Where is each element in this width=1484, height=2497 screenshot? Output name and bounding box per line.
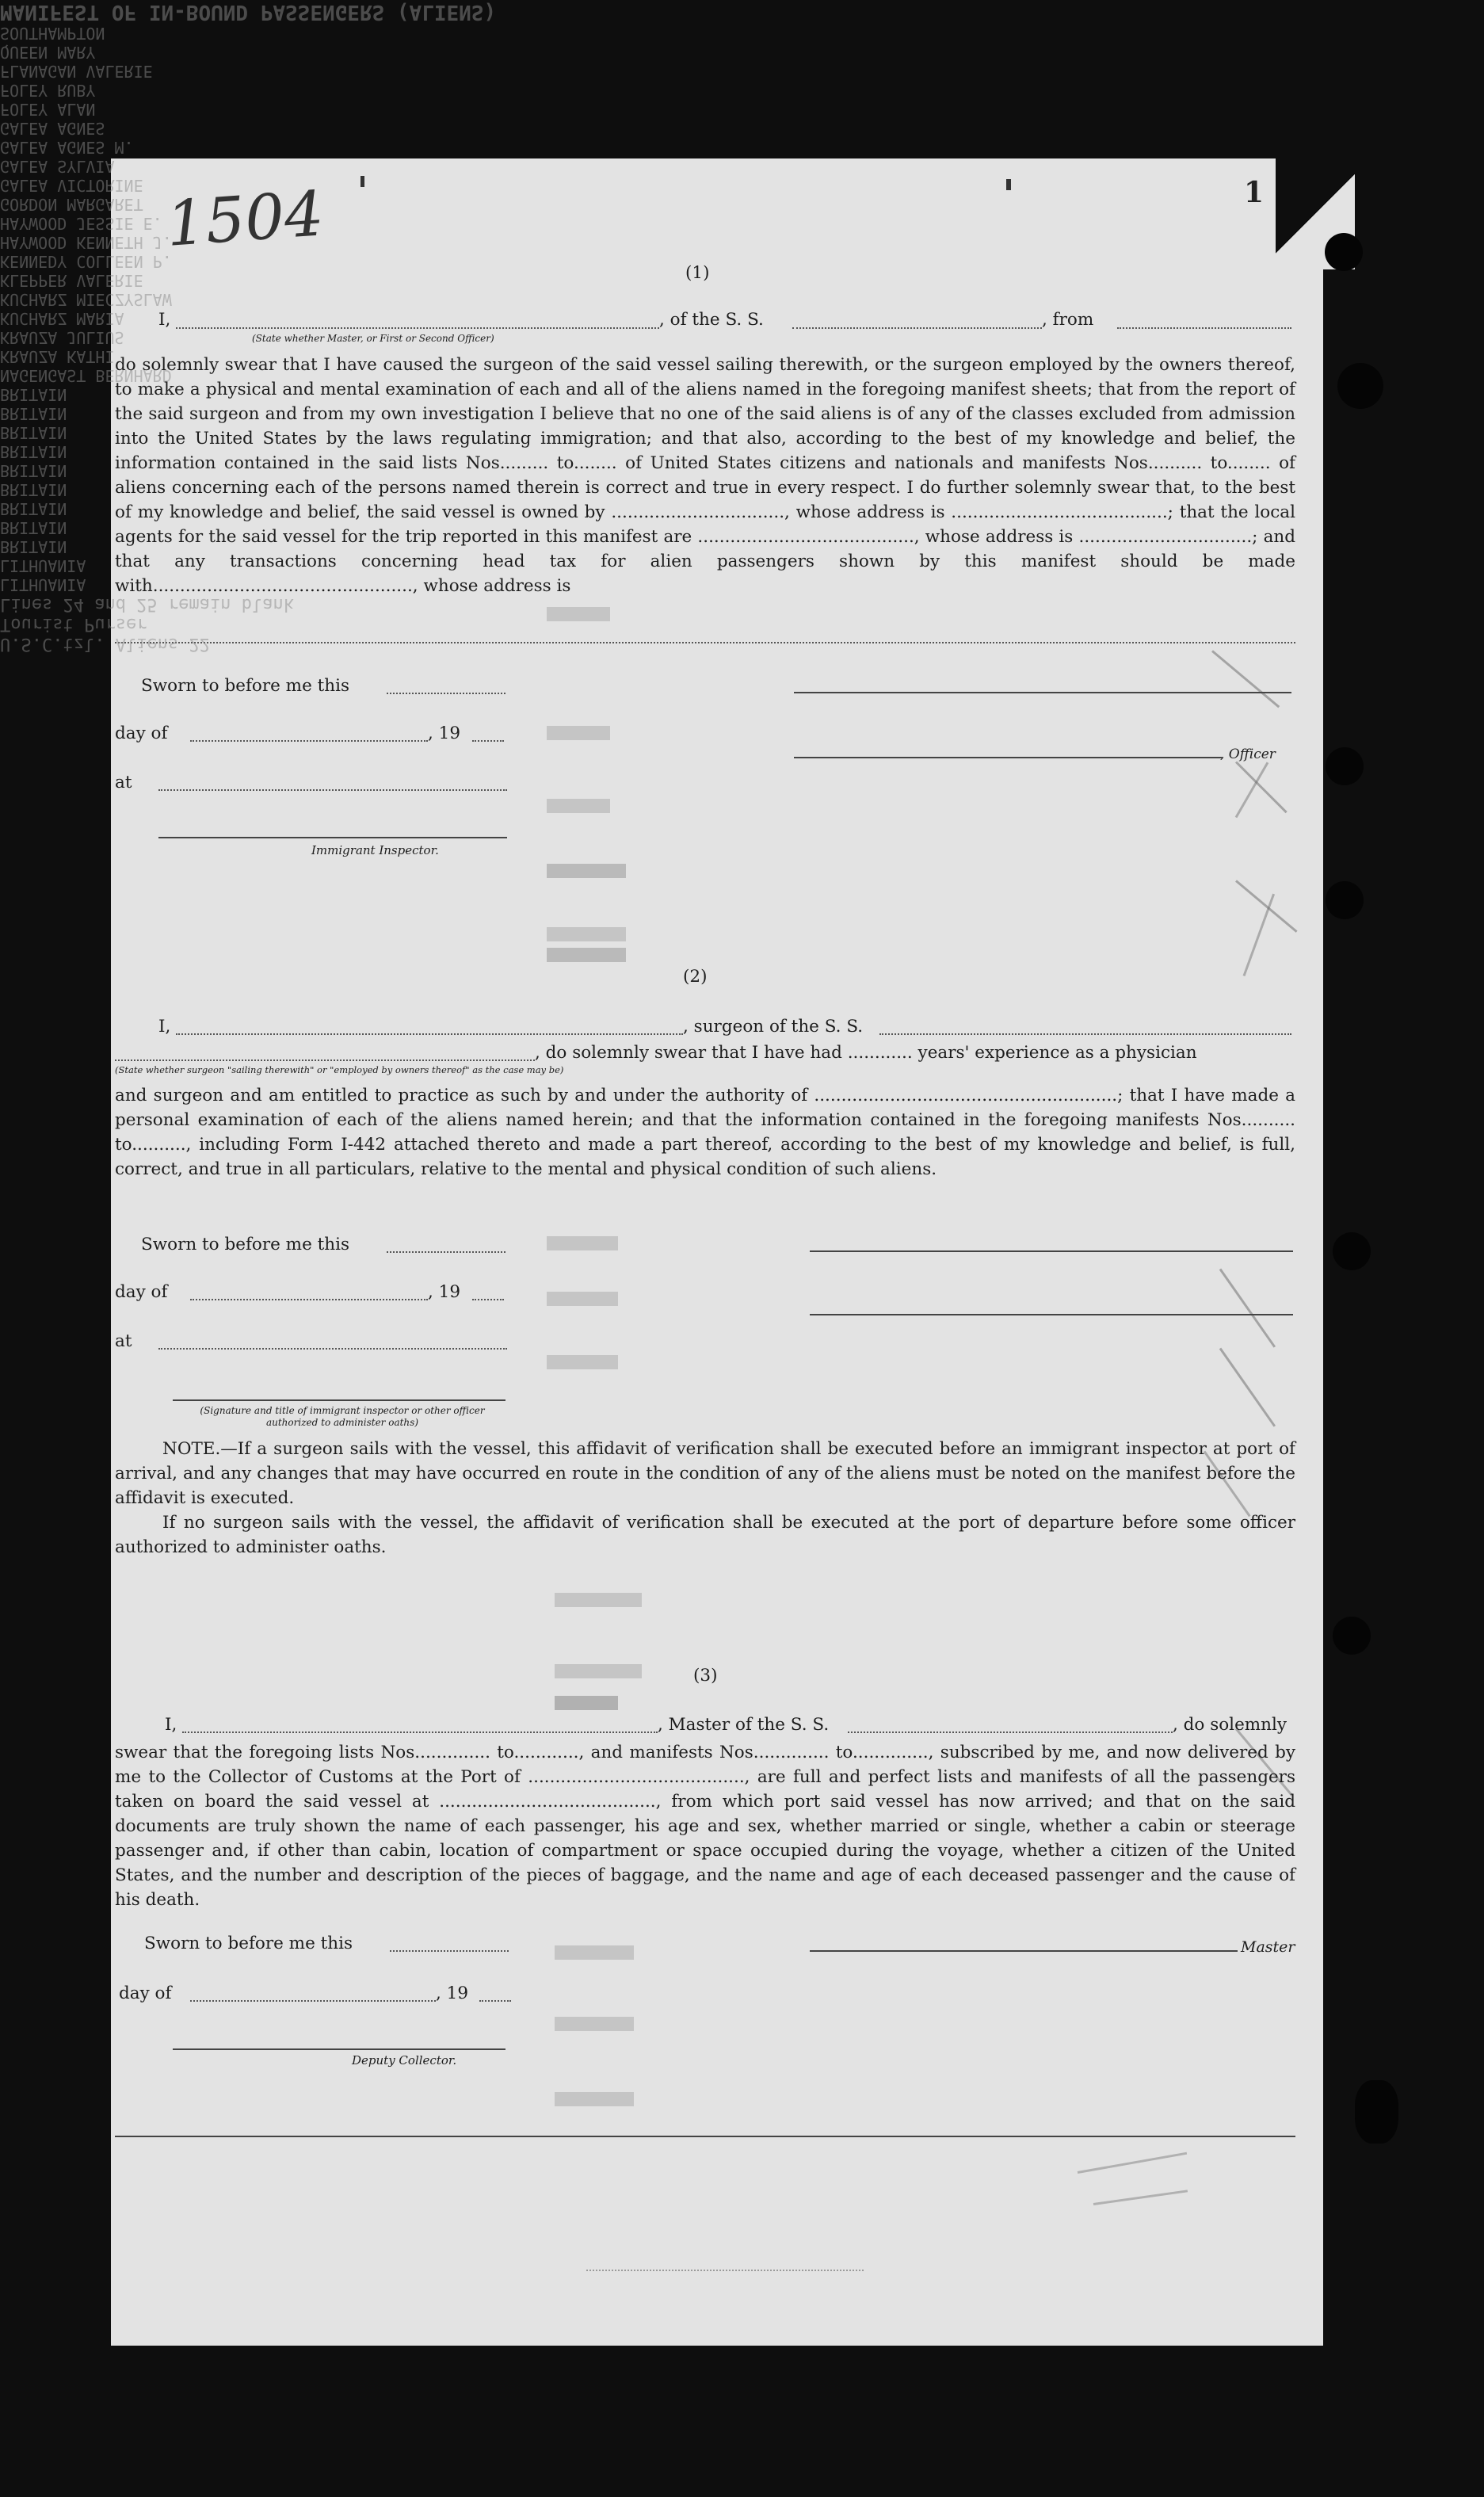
bleed-country: BRITAIN [0, 480, 67, 499]
text-line: I, [158, 1017, 171, 1037]
bleed-country: BRITAIN [0, 442, 67, 461]
bleed-country: BRITAIN [0, 537, 67, 556]
bleed-country: LITHUANIA [0, 556, 86, 575]
note-paragraph: If no surgeon sails with the vessel, the affidavit of verification shall be executed at the port of departure before some officer authorized to administer oaths. [115, 1513, 1295, 1557]
bleed-header: SOUTHAMPTON [0, 24, 105, 43]
text-line: I, [165, 1715, 177, 1735]
signature-note: (Signature and title of immigrant inspector or other officer authorized to administer oaths) [200, 1405, 485, 1428]
text-line: , from [1042, 310, 1094, 330]
bleed-country: BRITAIN [0, 518, 67, 537]
master-label: Master [1241, 1938, 1295, 1956]
day-of-label: day of [115, 1282, 168, 1302]
oath-paragraph: and surgeon and am entitled to practice as such by and under the authority of ........................................................; that I have made a personal examination of each of the aliens named herein; and that the information contained in the foregoing manifests Nos.......... to.........., including Form I-442 attached thereto and made a part thereof, according to the best of my knowledge and belief, is full, correct, and true in all particulars, relative to the mental and physical condition of such aliens. [115, 1086, 1295, 1179]
bleed-country: BRITAIN [0, 385, 67, 404]
field-note: (State whether Master, or First or Second Officer) [252, 333, 494, 344]
sworn-label: Sworn to before me this [141, 1235, 350, 1254]
binder-hole [1333, 1232, 1371, 1270]
binder-hole [1355, 2080, 1398, 2144]
bleed-name: GORDON MARGARET [0, 195, 143, 214]
bleed-name: GALEA AGNES [0, 119, 105, 138]
binder-hole [1326, 881, 1364, 919]
bleed-name: HAYWOOD JESSIE E. [0, 214, 162, 233]
year-label: , 19 [436, 1983, 469, 2003]
text-line: , do solemnly swear that I have had ............ years' experience as a physician [535, 1043, 1197, 1063]
day-of-label: day of [115, 724, 168, 743]
bleed-name: KLEPPER VALERIE [0, 271, 143, 290]
year-label: , 19 [428, 724, 461, 743]
bleed-header: MANIFEST OF IN-BOUND PASSENGERS (ALIENS) [0, 0, 497, 24]
inspector-label: Immigrant Inspector. [311, 843, 439, 857]
footer-bleed [0, 594, 1484, 654]
text-line: I, [158, 310, 171, 330]
bleed-name: FLANAGAN VALERIE [0, 62, 153, 81]
bleed-name: FOLEY ALAN [0, 100, 96, 119]
bleed-footer: Lines 24 and 25 remain blank [0, 594, 294, 614]
sworn-label: Sworn to before me this [141, 676, 350, 696]
bleed-name: FOLEY RUBY [0, 81, 96, 100]
oath-paragraph: do solemnly swear that I have caused the surgeon of the said vessel sailing therewith, or the surgeon employed by the owners thereof, to make a physical and mental examination of each and all of the aliens named in the foregoing manifest sheets; that from the report of the said surgeon and from my own investigation I believe that no one of the said aliens is of any of the classes excluded from admission into the United States by the laws regulating immigration; and that also, according to the best of my knowledge and belief, the information contained in the said lists Nos......... to........ of United States citizens and nationals and manifests Nos.......... to........ of aliens concerning each of the persons named therein is correct and true in every respect. I do further solemnly swear that, to the best of my knowledge and belief, the said vessel is owned by ................................, whose address is ........................................; that the local agents for the said vessel for the trip reported in this manifest are ........................................, whose address is ................................; and that any transactions concerning head tax for alien passengers shown by this manifest should be made with................................................, whose address is [115, 355, 1295, 596]
at-label: at [115, 773, 132, 792]
text-line: , do solemnly [1173, 1715, 1288, 1735]
at-label: at [115, 1331, 132, 1351]
bleed-name: GALEA SYLVIA [0, 157, 115, 176]
section-number: (1) [685, 263, 710, 283]
bleed-name: GALEA VICTORINE [0, 176, 143, 195]
bleed-name: NAGENGAST BERNHARD [0, 366, 172, 385]
bleed-name: KRAUZA KATHI [0, 347, 115, 366]
bleed-country: BRITAIN [0, 404, 67, 423]
officer-label: , Officer [1220, 746, 1276, 762]
bleed-name: KENNEDY COLLEEN P. [0, 252, 172, 271]
bleed-name: KUCHARZ MARIA [0, 309, 124, 328]
field-note: (State whether surgeon "sailing therewith" or "employed by owners thereof" as the case may be) [115, 1064, 564, 1075]
page-mark: 1 [1244, 176, 1265, 209]
note-paragraph: NOTE.—If a surgeon sails with the vessel, this affidavit of verification shall be executed before an immigrant inspector at port of arrival, and any changes that may have occurred en route in the condition of any of the aliens must be noted on the manifest before the affidavit is executed. [115, 1439, 1295, 1508]
text-line: , of the S. S. [659, 310, 764, 330]
binder-hole [1333, 1617, 1371, 1655]
binder-hole [1326, 747, 1364, 785]
bleed-country: BRITAIN [0, 423, 67, 442]
bleed-footer: Tourist Purser [0, 614, 147, 634]
bleed-country: LITHUANIA [0, 575, 86, 594]
text-line: , surgeon of the S. S. [683, 1017, 864, 1037]
bleed-names [0, 62, 1484, 385]
bleed-name: KRAUZA JULIUS [0, 328, 124, 347]
oath-paragraph: swear that the foregoing lists Nos.............. to............, and manifests Nos.............. to.............., subscribed by me, and now delivered by me to the Collector of Customs at the Port of ........................................, are full and perfect lists and manifests of all the passengers taken on board the said vessel at ........................................, from which port said vessel has now arrived; and that on the said documents are truly shown the name of each passenger, his age and sex, whether married or single, whether a cabin or steerage passenger and, if other than cabin, location of compartment or space occupied during the voyage, whether a citizen of the United States, and the number and description of the pieces of baggage, and the name and age of each deceased passenger and the cause of his death. [115, 1743, 1295, 1910]
day-of-label: day of [119, 1983, 172, 2003]
collector-label: Deputy Collector. [352, 2053, 457, 2067]
bleed-country: BRITAIN [0, 461, 67, 480]
text-line: , Master of the S. S. [658, 1715, 830, 1735]
bleed-name: KUCHARZ MIECZYSLAW [0, 290, 172, 309]
sworn-label: Sworn to before me this [144, 1934, 353, 1953]
bleed-footer: U.S.C.tzl. Aliens 22 [0, 634, 210, 654]
section-number: (3) [693, 1666, 718, 1686]
section-number: (2) [683, 967, 708, 987]
bleed-name: HAYWOOD KENNETH J. [0, 233, 172, 252]
year-label: , 19 [428, 1282, 461, 1302]
bleed-header: QUEEN MARY [0, 43, 96, 62]
bleed-country: BRITAIN [0, 499, 67, 518]
bleed-name: GALEA AGNES M. [0, 138, 134, 157]
handwritten-annotation: 1504 [164, 178, 326, 261]
